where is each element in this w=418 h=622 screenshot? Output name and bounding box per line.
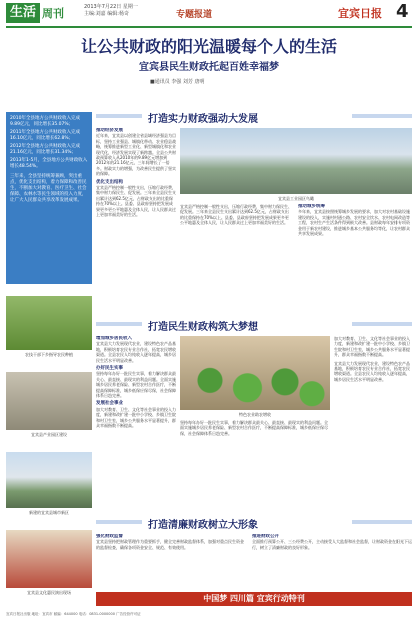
photo-industrial-park bbox=[6, 372, 92, 430]
article-column bbox=[96, 128, 176, 274]
masthead bbox=[0, 0, 418, 28]
article-column bbox=[252, 534, 412, 588]
section-header bbox=[96, 318, 412, 332]
article-text: 宜宾县大力发展现代农业，建设特色农产品基地，积极培育农民专业合作社，拓宽农民增收渠道。全县农民人均纯收入逐年提高，城乡居民生活水平明显改善。 bbox=[96, 341, 176, 363]
article-text: 加大对教育、卫生、文化等社会事业的投入力度，新建和改扩建一批中小学校、乡镇卫生院和村卫生室，城乡公共服务水平显著提升，群众幸福指数不断提高。 bbox=[96, 406, 176, 429]
header-bar bbox=[352, 114, 412, 118]
article-subhead: 推进财政公开 bbox=[252, 534, 279, 539]
article-column bbox=[180, 204, 292, 304]
sidebar-body: 三年来，全县坚持统筹兼顾，突出重点，优化支出结构，着力保障和改善民生，不断加大对教育、医疗卫生、社会保障、农林水等民生领域的投入力度，让广大人民群众共享改革发展成果。 bbox=[10, 174, 87, 203]
article-subhead: 增加城乡居民收入 bbox=[96, 336, 132, 341]
brand-subtitle: 周刊 bbox=[42, 7, 64, 20]
header-bar bbox=[96, 520, 142, 524]
section-header bbox=[96, 110, 412, 124]
fact-item: 2011年全县地方公共财政收入完成16.10亿元，同比增长62.8%； bbox=[10, 130, 80, 141]
dateline-date: 2013年7月22日 星期一 bbox=[84, 4, 138, 10]
dateline-editors: 主编:刘嘉 编辑:杨奇 bbox=[84, 11, 129, 17]
section-header bbox=[96, 516, 412, 530]
article-subhead: 推动城乡统筹 bbox=[298, 204, 325, 209]
fact-item: 2012年全县地方公共财政收入完成21.16亿元，同比增长31.34%； bbox=[10, 144, 80, 155]
photo-caption: 农技干部下乡指导农民种植 bbox=[25, 352, 73, 357]
article-subhead: 强化财政监督 bbox=[96, 534, 123, 539]
article-text: 宜宾县严格控制一般性支出，压缩行政经费，集中财力保民生、促发展。三年来全县民生支出累计达到62.5亿元，占财政支出的比重保持在70%以上。县委、县政府坚持把发展成果更多更公平地惠及全体人民，让人民群众过上更加幸福美好的生活。 bbox=[180, 204, 292, 226]
article-text: 全面推行预算公开、三公经费公开，主动接受人大监督和社会监督，让财政资金在阳光下运行，树立了清廉财政的良好形象。 bbox=[252, 539, 412, 550]
lead-headline: 让公共财政的阳光温暖每个人的生活 bbox=[80, 37, 337, 56]
photo-melons bbox=[180, 336, 330, 410]
article-text: 坚持每年办好一批民生实事，着力解决群众最关心、最直接、最现实的利益问题。全面实施城乡居民养老保险、新型农村合作医疗，不断提高保障标准，城乡低保应保尽保，社会保障体系日趋完善。 bbox=[180, 420, 328, 436]
article-text: 坚持每年办好一批民生实事，着力解决群众最关心、最直接、最现实的利益问题。全面实施城乡居民养老保险、新型农村合作医疗，不断提高保障标准，城乡低保应保尽保，社会保障体系日趋完善。 bbox=[96, 371, 176, 399]
header-bar bbox=[96, 322, 142, 326]
article-column bbox=[96, 534, 246, 588]
article-subhead: 办好民生实事 bbox=[96, 366, 123, 372]
article-column bbox=[180, 420, 330, 506]
lead-byline: ■通讯员 李强 刘芳 唐明 bbox=[150, 79, 205, 85]
article-subhead: 推动经济发展 bbox=[96, 128, 123, 133]
masthead-rule bbox=[6, 26, 412, 28]
photo-caption: 新建的宜宾县城市新区 bbox=[29, 510, 69, 515]
photo-caption: 特色农业助农增收 bbox=[239, 412, 271, 417]
photo-caption: 宜宾县文化惠民演出现场 bbox=[27, 590, 71, 595]
article-text: 加大对教育、卫生、文化等社会事业的投入力度，新建和改扩建一批中小学校、乡镇卫生院和村卫生室，城乡公共服务水平显著提升，群众幸福指数不断提高。 bbox=[334, 336, 410, 358]
article-subhead: 发展社会事业 bbox=[96, 401, 123, 407]
fact-item: 2010年全县地方公共财政收入完成9.89亿元，同比增长35.07%； bbox=[10, 116, 80, 127]
photo-caption: 宜宾县产业园区建设 bbox=[31, 432, 67, 437]
section-title: 打造实力财政强动大发展 bbox=[148, 114, 258, 125]
header-bar bbox=[352, 520, 412, 524]
article-text: 近年来，宜宾县以创建全省县域经济强县为目标，坚持工业强县、城镇化带动、农业稳县战略，统筹推进新型工业化、新型城镇化和农业现代化，经济发展实现了新跨越。全县公共财政预算收入从2010年的9.89亿元增加到2012年的21.16亿元，三年间增长了一倍多。财政实力的增强，为改善民生提供了坚实的保障。 bbox=[96, 133, 176, 177]
photo-farming bbox=[6, 296, 92, 350]
header-bar bbox=[96, 114, 142, 118]
page-number: 4 bbox=[396, 1, 409, 22]
article-text: 宜宾县坚持把财政管理作为重要抓手，健全完善财政监督体系，加强对重点民生资金的监督检查，确保各项资金安全、规范、有效使用。 bbox=[96, 539, 244, 550]
paper-name: 宜宾日报 bbox=[338, 7, 382, 20]
photo-performance bbox=[6, 530, 92, 588]
section-title: 打造民生财政构筑大梦想 bbox=[148, 322, 258, 333]
article-subhead: 优化支出结构 bbox=[96, 179, 123, 185]
dateline bbox=[84, 4, 138, 18]
article-text: 宜宾县严格控制一般性支出，压缩行政经费，集中财力保民生、促发展。三年来全县民生支出累计达到62.5亿元，占财政支出的比重保持在70%以上。县委、县政府坚持把发展成果更多更公平地惠及全体人民，让人民群众过上更加幸福美好的生活。 bbox=[96, 185, 176, 218]
photo-new-district bbox=[6, 452, 92, 508]
article-column bbox=[96, 336, 176, 506]
fact-item: 2013年1-5月，全县地方公共财政收入增长48.54%。 bbox=[10, 158, 88, 169]
header-bar bbox=[352, 322, 412, 326]
sidebar-facts-box bbox=[6, 112, 92, 284]
photo-caption: 宜宾县工业园区鸟瞰 bbox=[278, 196, 314, 201]
article-text: 宜宾县大力发展现代农业，建设特色农产品基地，积极培育农民专业合作社，拓宽农民增收渠道。全县农民人均纯收入逐年提高，城乡居民生活水平明显改善。 bbox=[334, 360, 410, 382]
section-title: 打造清廉财政树立大形象 bbox=[148, 520, 258, 531]
bottom-banner: 中国梦 四川篇 宜宾行动特刊 bbox=[96, 592, 412, 606]
lead-subhead: 宜宾县民生财政托起百姓幸福梦 bbox=[139, 62, 279, 73]
article-column bbox=[298, 204, 412, 304]
article-text: 多年来，宜宾县按照统筹城乡发展的要求，加大对农村基础设施建设的投入，实施村村通公路、农村安全饮水、农村电网改造等工程，农村生产生活条件得到极大改善。县财政每年安排专项资金用于新农村建设，推进城乡基本公共服务均等化，让农村群众共享发展成果。 bbox=[298, 209, 410, 237]
photo-factory bbox=[180, 128, 412, 194]
article-column bbox=[334, 336, 412, 506]
page-footer: 宜宾日报社出版 地址：宜宾市 邮编：644000 电话：0831-0000000 广告经营许可证 bbox=[6, 612, 141, 616]
brand-logo: 生活 bbox=[6, 3, 40, 23]
section-name: 专题报道 bbox=[176, 10, 213, 20]
